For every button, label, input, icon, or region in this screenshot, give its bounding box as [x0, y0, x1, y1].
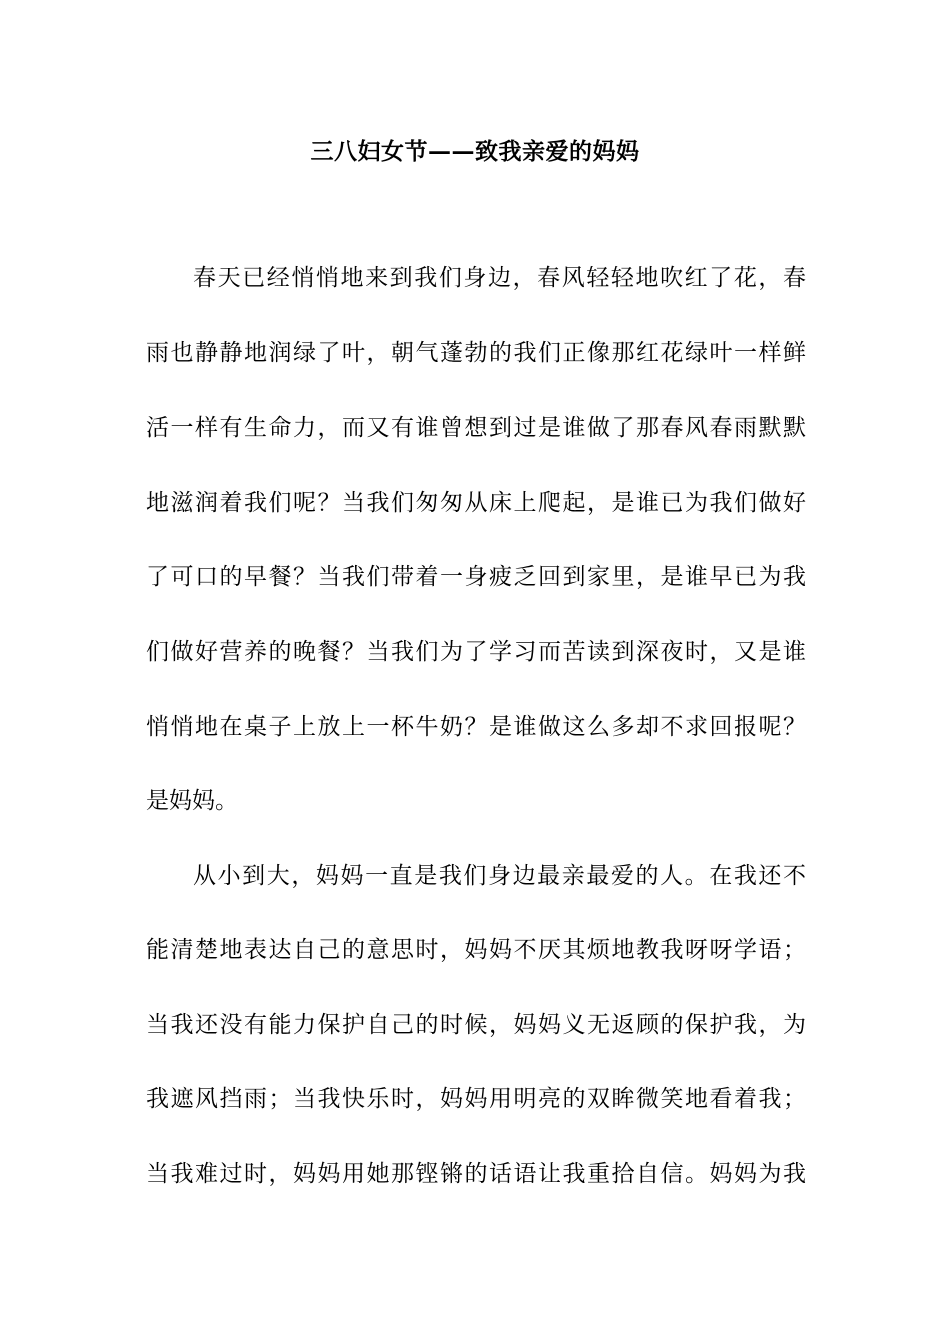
paragraph-line: 悄悄地在桌子上放上一杯牛奶？是谁做这么多却不求回报呢？ [146, 714, 806, 740]
document-title: 三八妇女节——致我亲爱的妈妈 [310, 138, 640, 165]
paragraph-line: 雨也静静地润绿了叶，朝气蓬勃的我们正像那红花绿叶一样鲜 [146, 340, 806, 366]
paragraph-line: 当我还没有能力保护自己的时候，妈妈义无返顾的保护我，为 [146, 1012, 806, 1038]
paragraph-line: 当我难过时，妈妈用她那铿锵的话语让我重拾自信。妈妈为我 [146, 1161, 806, 1187]
paragraph-line: 我遮风挡雨；当我快乐时，妈妈用明亮的双眸微笑地看着我； [146, 1086, 806, 1112]
paragraph-line: 了可口的早餐？当我们带着一身疲乏回到家里，是谁早已为我 [146, 564, 806, 590]
paragraph-line: 是妈妈。 [146, 788, 238, 814]
paragraph-line: 地滋润着我们呢？当我们匆匆从床上爬起，是谁已为我们做好 [146, 490, 806, 516]
paragraph-line: 春天已经悄悄地来到我们身边，春风轻轻地吹红了花，春 [193, 265, 806, 291]
paragraph-line: 从小到大，妈妈一直是我们身边最亲最爱的人。在我还不 [193, 863, 806, 889]
paragraph-line: 们做好营养的晚餐？当我们为了学习而苦读到深夜时，又是谁 [146, 639, 806, 665]
paragraph-line: 能清楚地表达自己的意思时，妈妈不厌其烦地教我呀呀学语； [146, 937, 806, 963]
paragraph-line: 活一样有生命力，而又有谁曾想到过是谁做了那春风春雨默默 [146, 415, 806, 441]
